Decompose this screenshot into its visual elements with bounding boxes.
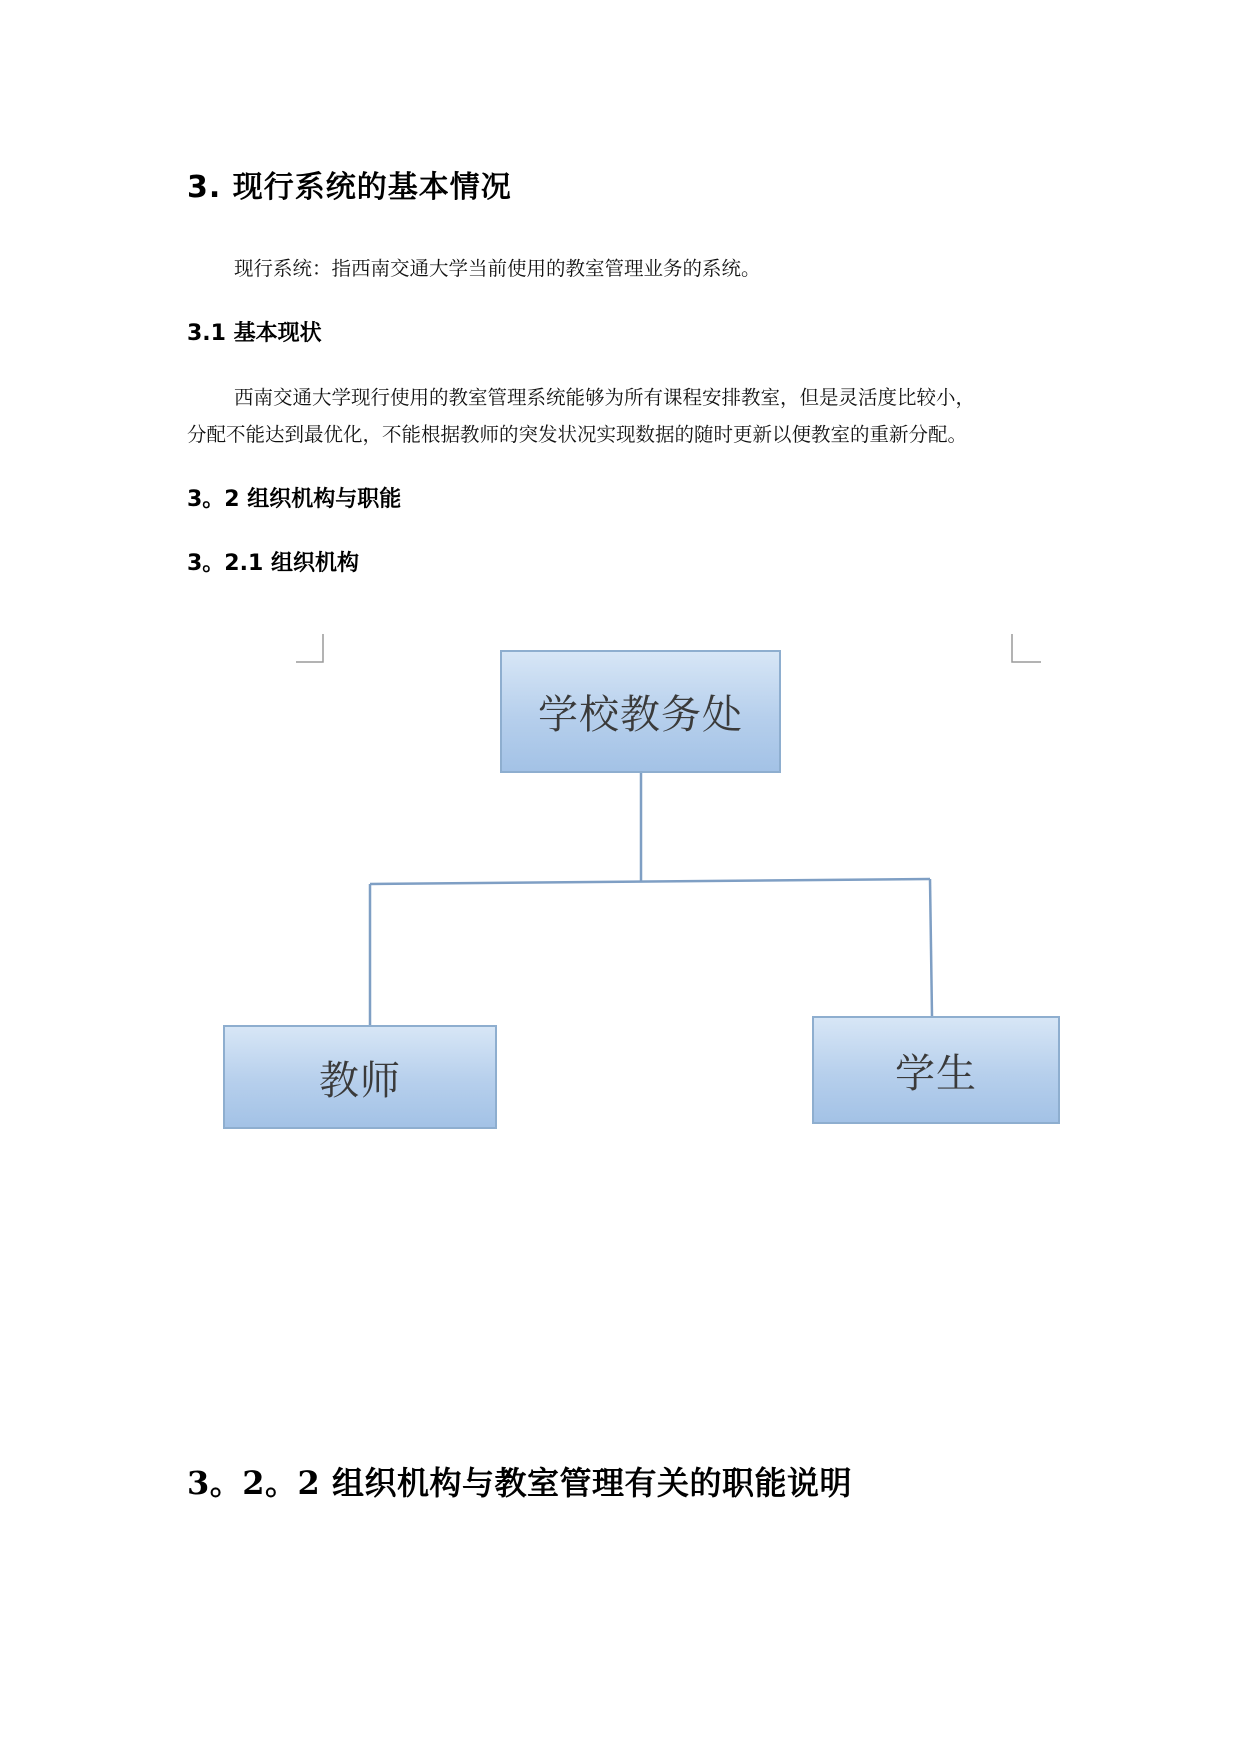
crop-mark-left <box>296 634 323 662</box>
connector-right-down <box>930 879 932 1016</box>
paragraph-line-2: 分配不能达到最优化，不能根据教师的突发状况实现数据的随时更新以便教室的重新分配。 <box>187 423 968 446</box>
paragraph-line-1: 西南交通大学现行使用的教室管理系统能够为所有课程安排教室，但是灵活度比较小， <box>234 386 976 409</box>
org-node-student: 学生 <box>812 1016 1060 1124</box>
org-node-academic-affairs: 学校教务处 <box>500 650 781 773</box>
section-heading-3-1: 3.1 基本现状 <box>187 321 322 346</box>
section-heading-3-2-1: 3。2.1 组织机构 <box>187 551 359 576</box>
section-heading-3: 3. 现行系统的基本情况 <box>187 170 512 205</box>
section-heading-3-2: 3。2 组织机构与职能 <box>187 487 402 512</box>
crop-mark-right <box>1012 634 1041 662</box>
intro-paragraph: 现行系统：指西南交通大学当前使用的教室管理业务的系统。 <box>234 257 761 280</box>
org-chart-connectors <box>370 773 932 1025</box>
connector-horizontal <box>370 879 930 884</box>
org-node-teacher: 教师 <box>223 1025 497 1129</box>
section-heading-3-2-2: 3。2。2 组织机构与教室管理有关的职能说明 <box>187 1464 852 1502</box>
